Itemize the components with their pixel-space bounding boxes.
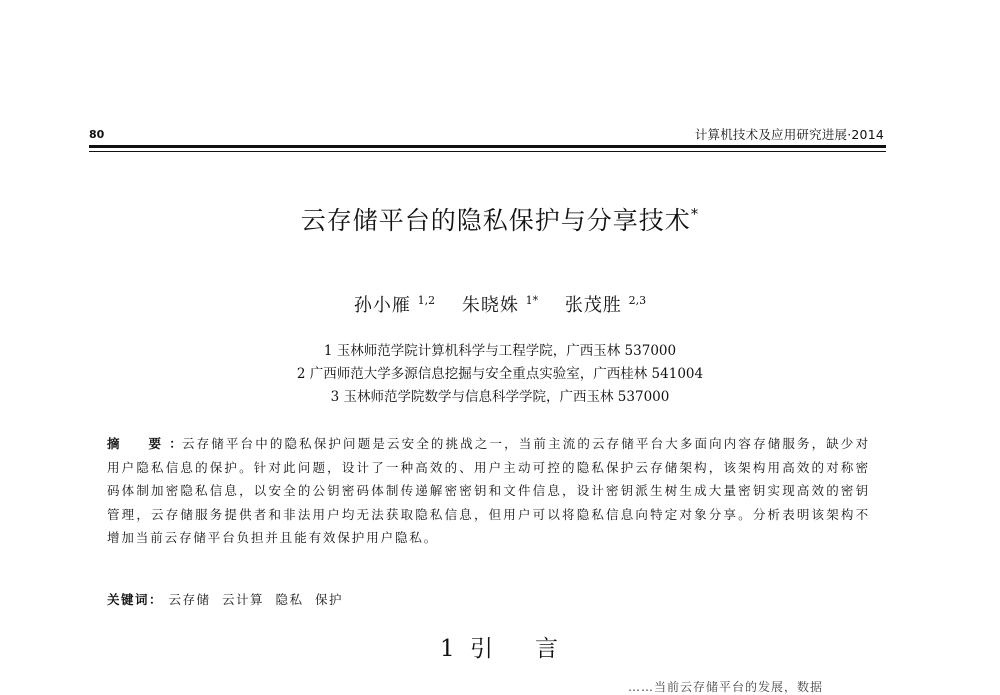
author-affiliation-mark: 2,3	[628, 294, 647, 307]
header-rule-thin	[89, 151, 886, 152]
author-name: 张茂胜	[564, 295, 622, 316]
journal-name: 计算机技术及应用研究进展·2014	[694, 127, 884, 142]
abstract-text: 云存储平台中的隐私保护问题是云安全的挑战之一，当前主流的云存储平台大多面向内容存储服务，缺少对用户隐私信息的保护。针对此问题，设计了一种高效的、用户主动可控的隐私保护云存储架构，该架构用高效的对称密码体制加密隐私信息，以安全的公钥密码体制传递解密密钥和文件信息，设计密钥派生树生成大量密钥实现高效的密钥管理，云存储服务提供者和非法用户均无法获取隐私信息，但用户可以将隐私信息向特定对象分享。分析表明该架构不增加当前云存储平台负担并且能有效保护用户隐私。	[107, 436, 870, 545]
paper-title-text: 云存储平台的隐私保护与分享技术	[300, 206, 691, 235]
affiliation-1: 1 玉林师范学院计算机科学与工程学院，广西玉林 537000	[323, 343, 677, 359]
keywords-label: 关键词：	[107, 592, 164, 607]
author-name: 朱晓姝	[461, 295, 519, 316]
section-heading	[440, 630, 600, 663]
author	[462, 295, 538, 316]
abstract-label: 摘 要	[107, 436, 170, 451]
keyword: 保护	[315, 592, 344, 607]
title-footnote-mark: *	[690, 205, 700, 223]
section-number: 1	[440, 636, 455, 662]
cut-off-text-fragment: ……当前云存储平台的发展，数据	[628, 680, 824, 694]
paper-title	[150, 201, 850, 237]
affiliation-3: 3 玉林师范学院数学与信息科学学院，广西玉林 537000	[330, 389, 670, 405]
author	[565, 295, 646, 316]
keyword: 隐私	[275, 592, 304, 607]
page-number: 80	[89, 128, 105, 141]
author-affiliation-mark: 1*	[525, 294, 539, 307]
author-affiliation-mark: 1,2	[417, 294, 436, 307]
abstract	[107, 432, 870, 550]
author-list	[150, 291, 850, 317]
author	[354, 295, 435, 316]
affiliation-2: 2 广西师范大学多源信息挖掘与安全重点实验室，广西桂林 541004	[296, 366, 704, 382]
header-rule-thick	[89, 145, 886, 148]
keyword: 云存储	[168, 592, 211, 607]
author-name: 孙小雁	[353, 295, 411, 316]
section-title: 引言	[469, 636, 600, 662]
running-header	[89, 124, 886, 144]
keywords	[107, 590, 349, 608]
abstract-colon: ：	[169, 436, 182, 451]
keyword: 云计算	[222, 592, 265, 607]
